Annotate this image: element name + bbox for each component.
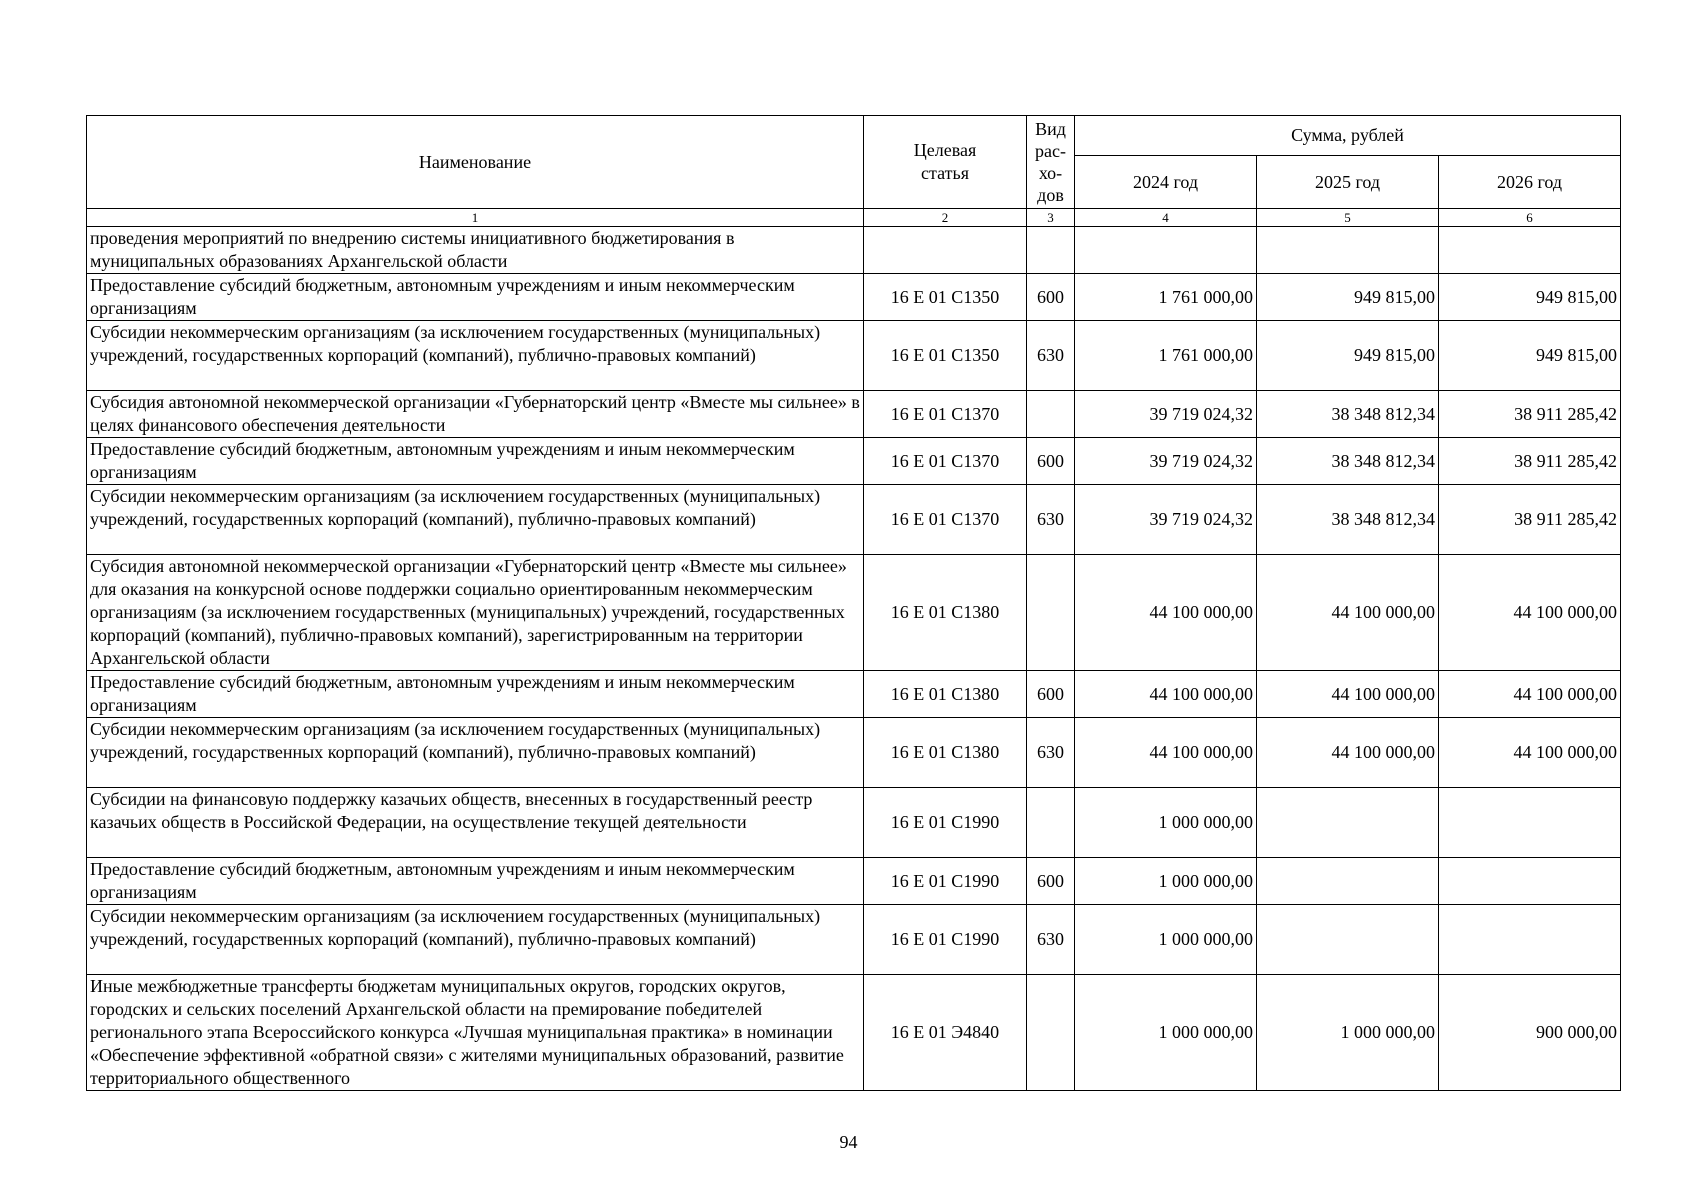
row-target-article (864, 227, 1027, 274)
row-sum-2025 (1257, 788, 1439, 858)
header-target-article-text: Целевая статья (913, 140, 977, 183)
row-sum-2026 (1439, 227, 1621, 274)
row-sum-2026 (1439, 858, 1621, 905)
row-expense-type: 600 (1027, 858, 1075, 905)
row-sum-2025 (1257, 858, 1439, 905)
column-number: 1 (87, 209, 864, 227)
row-expense-type (1027, 227, 1075, 274)
row-sum-2024: 1 000 000,00 (1075, 975, 1257, 1091)
row-sum-2025: 1 000 000,00 (1257, 975, 1439, 1091)
table-row (87, 555, 1621, 671)
table-row (87, 858, 1621, 905)
header-target-article (864, 116, 1027, 209)
row-sum-2026: 44 100 000,00 (1439, 555, 1621, 671)
row-name: Субсидии некоммерческим организациям (за исключением государственных (муниципальных) учреждений, государственных корпораций (компаний), публично-правовых компаний) (87, 718, 864, 788)
row-target-article: 16 Е 01 С1380 (864, 555, 1027, 671)
row-target-article: 16 Е 01 С1990 (864, 858, 1027, 905)
row-target-article: 16 Е 01 С1990 (864, 788, 1027, 858)
row-name: Субсидия автономной некоммерческой организации «Губернаторский центр «Вместе мы сильнее» в целях финансового обеспечения деятельности (87, 391, 864, 438)
table-row (87, 671, 1621, 718)
table-row (87, 485, 1621, 555)
row-sum-2026: 38 911 285,42 (1439, 391, 1621, 438)
header-sum: Сумма, рублей (1075, 116, 1621, 156)
row-expense-type: 630 (1027, 718, 1075, 788)
row-sum-2024: 44 100 000,00 (1075, 555, 1257, 671)
row-expense-type: 630 (1027, 905, 1075, 975)
row-target-article: 16 Е 01 С1370 (864, 438, 1027, 485)
column-number: 3 (1027, 209, 1075, 227)
column-number: 2 (864, 209, 1027, 227)
row-expense-type (1027, 975, 1075, 1091)
header-expense-type (1027, 116, 1075, 209)
row-target-article: 16 Е 01 Э4840 (864, 975, 1027, 1091)
row-target-article: 16 Е 01 С1380 (864, 718, 1027, 788)
row-sum-2026: 38 911 285,42 (1439, 438, 1621, 485)
row-sum-2024 (1075, 227, 1257, 274)
row-sum-2026: 949 815,00 (1439, 274, 1621, 321)
table-row (87, 274, 1621, 321)
row-sum-2024: 39 719 024,32 (1075, 391, 1257, 438)
column-number: 6 (1439, 209, 1621, 227)
row-sum-2026: 900 000,00 (1439, 975, 1621, 1091)
row-sum-2024: 44 100 000,00 (1075, 718, 1257, 788)
row-sum-2025 (1257, 227, 1439, 274)
row-expense-type (1027, 555, 1075, 671)
table-row (87, 718, 1621, 788)
column-number: 5 (1257, 209, 1439, 227)
row-name: Субсидии некоммерческим организациям (за исключением государственных (муниципальных) учреждений, государственных корпораций (компаний), публично-правовых компаний) (87, 905, 864, 975)
header-year-2025: 2025 год (1257, 156, 1439, 209)
row-sum-2025: 38 348 812,34 (1257, 485, 1439, 555)
row-sum-2025: 44 100 000,00 (1257, 718, 1439, 788)
header-expense-type-line-2: рас- (1035, 141, 1066, 161)
row-target-article: 16 Е 01 С1350 (864, 321, 1027, 391)
table-header (87, 116, 1621, 227)
row-sum-2025 (1257, 905, 1439, 975)
row-sum-2024: 1 761 000,00 (1075, 274, 1257, 321)
row-target-article: 16 Е 01 С1990 (864, 905, 1027, 975)
table-row (87, 391, 1621, 438)
row-name: Предоставление субсидий бюджетным, автономным учреждениям и иным некоммерческим организациям (87, 858, 864, 905)
row-expense-type: 600 (1027, 438, 1075, 485)
row-name: Субсидии некоммерческим организациям (за исключением государственных (муниципальных) учреждений, государственных корпораций (компаний), публично-правовых компаний) (87, 321, 864, 391)
row-name: Предоставление субсидий бюджетным, автономным учреждениям и иным некоммерческим организациям (87, 438, 864, 485)
row-sum-2024: 1 000 000,00 (1075, 788, 1257, 858)
row-name: проведения мероприятий по внедрению системы инициативного бюджетирования в муниципальных образованиях Архангельской области (87, 227, 864, 274)
row-sum-2024: 1 000 000,00 (1075, 858, 1257, 905)
table-body (87, 227, 1621, 1091)
table-row (87, 905, 1621, 975)
table-row (87, 788, 1621, 858)
row-target-article: 16 Е 01 С1380 (864, 671, 1027, 718)
table-row (87, 975, 1621, 1091)
row-sum-2025: 949 815,00 (1257, 321, 1439, 391)
row-sum-2024: 39 719 024,32 (1075, 485, 1257, 555)
row-sum-2026 (1439, 788, 1621, 858)
row-target-article: 16 Е 01 С1370 (864, 391, 1027, 438)
page-number: 94 (839, 1132, 858, 1152)
row-sum-2025: 38 348 812,34 (1257, 438, 1439, 485)
row-sum-2026: 38 911 285,42 (1439, 485, 1621, 555)
header-year-2024: 2024 год (1075, 156, 1257, 209)
row-sum-2026: 44 100 000,00 (1439, 718, 1621, 788)
header-name: Наименование (87, 116, 864, 209)
table-row (87, 438, 1621, 485)
row-expense-type (1027, 391, 1075, 438)
header-expense-type-line-1: Вид (1035, 119, 1066, 139)
row-expense-type: 630 (1027, 321, 1075, 391)
header-expense-type-line-4: дов (1037, 185, 1064, 205)
row-name: Субсидия автономной некоммерческой организации «Губернаторский центр «Вместе мы сильнее» для оказания на конкурсной основе поддержки социально ориентированным некоммерческим организациям (за исключением государственных (муниципальных) учреждений, государственных корпораций (компаний), публично-правовых компаний), зарегистрированным на территории Архангельской области (87, 555, 864, 671)
row-sum-2025: 949 815,00 (1257, 274, 1439, 321)
row-sum-2024: 1 000 000,00 (1075, 905, 1257, 975)
row-expense-type (1027, 788, 1075, 858)
row-sum-2026 (1439, 905, 1621, 975)
row-target-article: 16 Е 01 С1370 (864, 485, 1027, 555)
row-name: Субсидии на финансовую поддержку казачьих обществ, внесенных в государственный реестр казачьих обществ в Российской Федерации, на осуществление текущей деятельности (87, 788, 864, 858)
row-sum-2024: 1 761 000,00 (1075, 321, 1257, 391)
row-sum-2024: 39 719 024,32 (1075, 438, 1257, 485)
table-row (87, 227, 1621, 274)
row-name: Предоставление субсидий бюджетным, автономным учреждениям и иным некоммерческим организациям (87, 274, 864, 321)
row-name: Субсидии некоммерческим организациям (за исключением государственных (муниципальных) учреждений, государственных корпораций (компаний), публично-правовых компаний) (87, 485, 864, 555)
header-year-2026: 2026 год (1439, 156, 1621, 209)
row-name: Предоставление субсидий бюджетным, автономным учреждениям и иным некоммерческим организациям (87, 671, 864, 718)
column-numbers-row (87, 209, 1621, 227)
row-sum-2024: 44 100 000,00 (1075, 671, 1257, 718)
row-target-article: 16 Е 01 С1350 (864, 274, 1027, 321)
row-sum-2026: 44 100 000,00 (1439, 671, 1621, 718)
row-sum-2025: 38 348 812,34 (1257, 391, 1439, 438)
row-name: Иные межбюджетные трансферты бюджетам муниципальных округов, городских округов, городских и сельских поселений Архангельской области на премирование победителей регионального этапа Всероссийского конкурса «Лучшая муниципальная практика» в номинации «Обеспечение эффективной «обратной связи» с жителями муниципальных образований, развитие территориального общественного (87, 975, 864, 1091)
budget-table (86, 115, 1621, 1091)
column-number: 4 (1075, 209, 1257, 227)
table-row (87, 321, 1621, 391)
row-sum-2025: 44 100 000,00 (1257, 671, 1439, 718)
row-expense-type: 630 (1027, 485, 1075, 555)
row-expense-type: 600 (1027, 671, 1075, 718)
header-expense-type-line-3: хо- (1038, 163, 1063, 183)
row-sum-2026: 949 815,00 (1439, 321, 1621, 391)
row-sum-2025: 44 100 000,00 (1257, 555, 1439, 671)
row-expense-type: 600 (1027, 274, 1075, 321)
